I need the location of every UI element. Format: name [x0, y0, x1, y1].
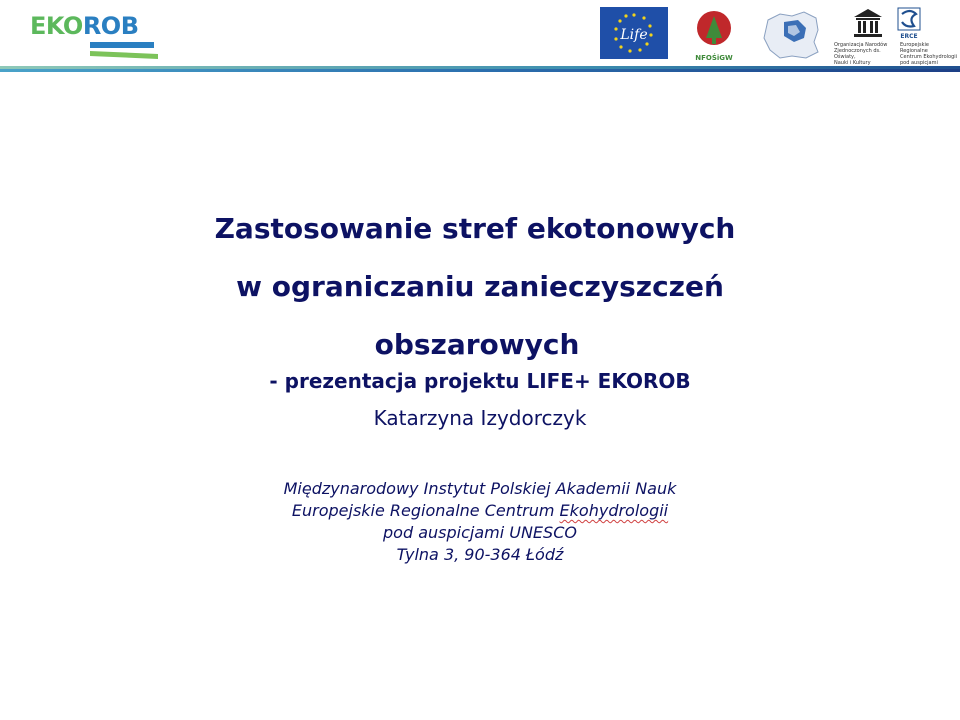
- svg-text:NFOŚiGW: NFOŚiGW: [695, 54, 733, 62]
- slide-body: [0, 200, 960, 566]
- slide-header: [0, 0, 960, 74]
- slide-subtitle: - prezentacja projektu LIFE+ EKOROB: [269, 369, 691, 393]
- affiliation-line-2-prefix: Europejskie Regionalne Centrum: [291, 501, 560, 520]
- title-line-1: Zastosowanie stref ekotonowych: [214, 212, 736, 245]
- ekorob-wordmark: EKOROB: [30, 12, 139, 40]
- affiliation-line-2: [0, 500, 960, 522]
- affiliation-line-1: Międzynarodowy Instytut Polskiej Akademii Nauk: [283, 479, 677, 498]
- affiliation-line-3: pod auspicjami UNESCO: [383, 523, 577, 542]
- svg-text:Life: Life: [620, 27, 648, 43]
- title-line-3: obszarowych: [374, 328, 580, 361]
- nfosigw-logo-icon: [694, 8, 734, 64]
- life-logo-icon: [600, 7, 668, 59]
- affiliation-block: [0, 478, 960, 566]
- slide-title: [0, 200, 960, 374]
- author-name: Katarzyna Izydorczyk: [373, 406, 587, 430]
- unesco-temple-icon: [850, 7, 886, 41]
- poland-map-icon: [758, 8, 826, 62]
- erce-logo-icon: [896, 6, 922, 40]
- spellcheck-word: Ekohydrologii: [559, 501, 669, 520]
- title-line-2: w ograniczaniu zanieczyszczeń: [236, 270, 724, 303]
- partner-logos: [598, 4, 960, 64]
- affiliation-line-4: Tylna 3, 90-364 Łódź: [396, 545, 564, 564]
- unesco-caption: Organizacja Narodów Zjednoczonych ds. Oświaty, Nauki i Kultury: [834, 42, 888, 66]
- svg-text:ERCE: ERCE: [900, 33, 918, 40]
- erce-caption: Europejskie Regionalne Centrum Ekohydrologii pod auspicjami: [900, 42, 958, 66]
- ekorob-logo: [30, 12, 160, 62]
- wave-icon: [88, 38, 158, 62]
- header-divider-bottom: [0, 69, 960, 72]
